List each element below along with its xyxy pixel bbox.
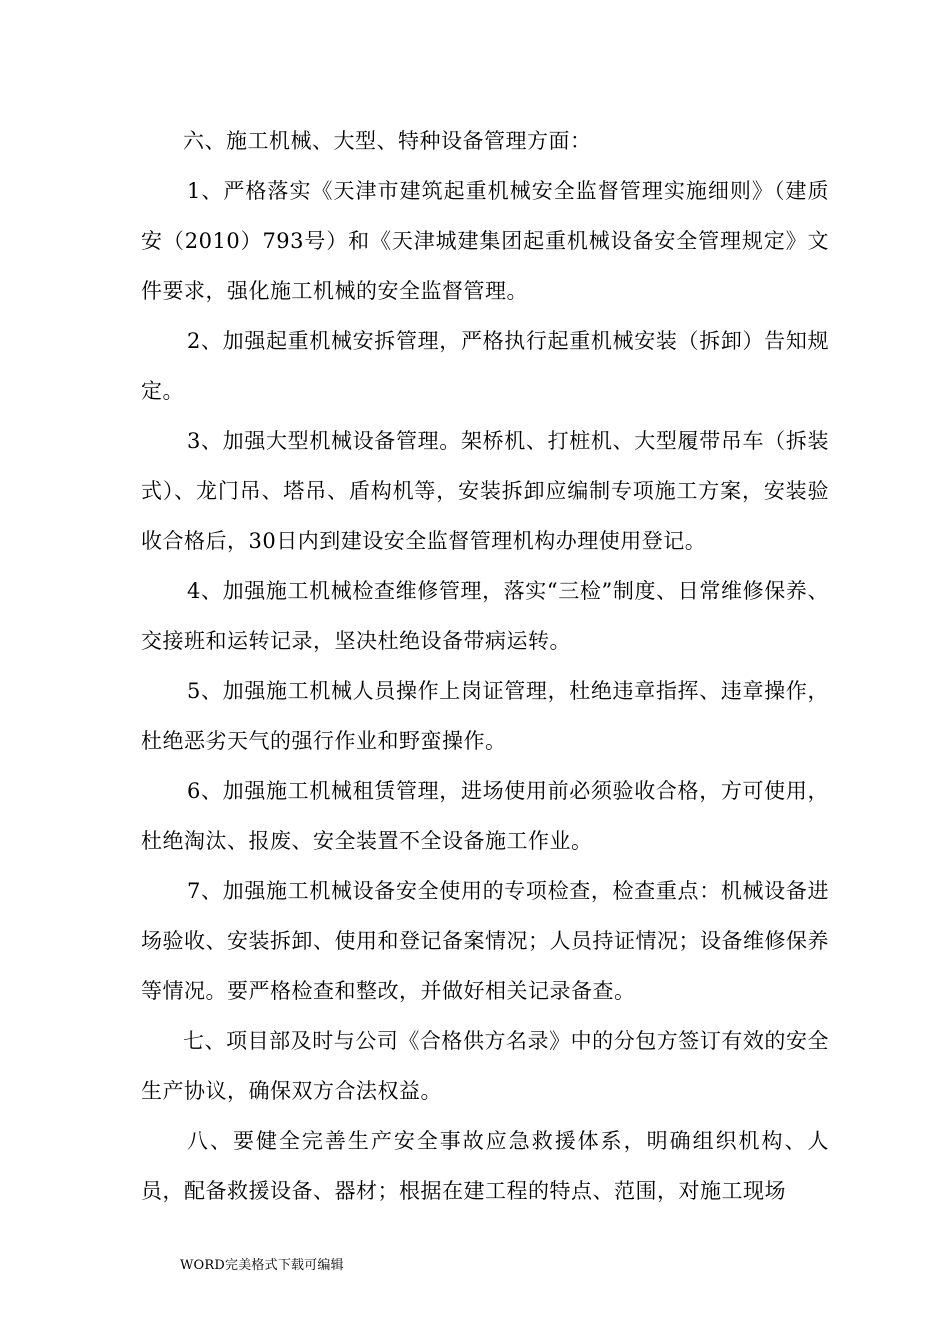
document-body	[141, 116, 829, 1216]
paragraph-item-2: 2、加强起重机械安拆管理，严格执行起重机械安装（拆卸）告知规定。	[141, 329, 829, 403]
paragraph-item-3: 3、加强大型机械设备管理。架桥机、打桩机、大型履带吊车（拆装式）、龙门吊、塔吊、盾构机等，安装拆卸应编制专项施工方案，安装验收合格后，30日内到建设安全监督管理机构办理使用登记。	[141, 429, 829, 553]
paragraph-item-1: 1、严格落实《天津市建筑起重机械安全监督管理实施细则》（建质安（2010）793号）和《天津城建集团起重机械设备安全管理规定》文件要求，强化施工机械的安全监督管理。	[141, 179, 829, 303]
paragraph-item-7: 7、加强施工机械设备安全使用的专项检查，检查重点：机械设备进场验收、安装拆卸、使用和登记备案情况；人员持证情况；设备维修保养等情况。要严格检查和整改，并做好相关记录备查。	[141, 879, 829, 1003]
page-footer: WORD完美格式下载可编辑	[180, 1258, 344, 1273]
paragraph-item-5: 5、加强施工机械人员操作上岗证管理，杜绝违章指挥、违章操作，杜绝恶劣天气的强行作业和野蛮操作。	[141, 679, 829, 753]
paragraph-item-6: 6、加强施工机械租赁管理，进场使用前必须验收合格，方可使用，杜绝淘汰、报废、安全装置不全设备施工作业。	[141, 779, 829, 853]
section-eight-paragraph: 八、要健全完善生产安全事故应急救援体系，明确组织机构、人员，配备救援设备、器材；根据在建工程的特点、范围，对施工现场	[141, 1129, 829, 1203]
paragraph-item-4: 4、加强施工机械检查维修管理，落实“三检”制度、日常维修保养、交接班和运转记录，坚决杜绝设备带病运转。	[141, 579, 829, 653]
section-six-heading: 六、施工机械、大型、特种设备管理方面：	[183, 129, 592, 153]
section-seven-paragraph: 七、项目部及时与公司《合格供方名录》中的分包方签订有效的安全生产协议，确保双方合法权益。	[141, 1029, 829, 1103]
